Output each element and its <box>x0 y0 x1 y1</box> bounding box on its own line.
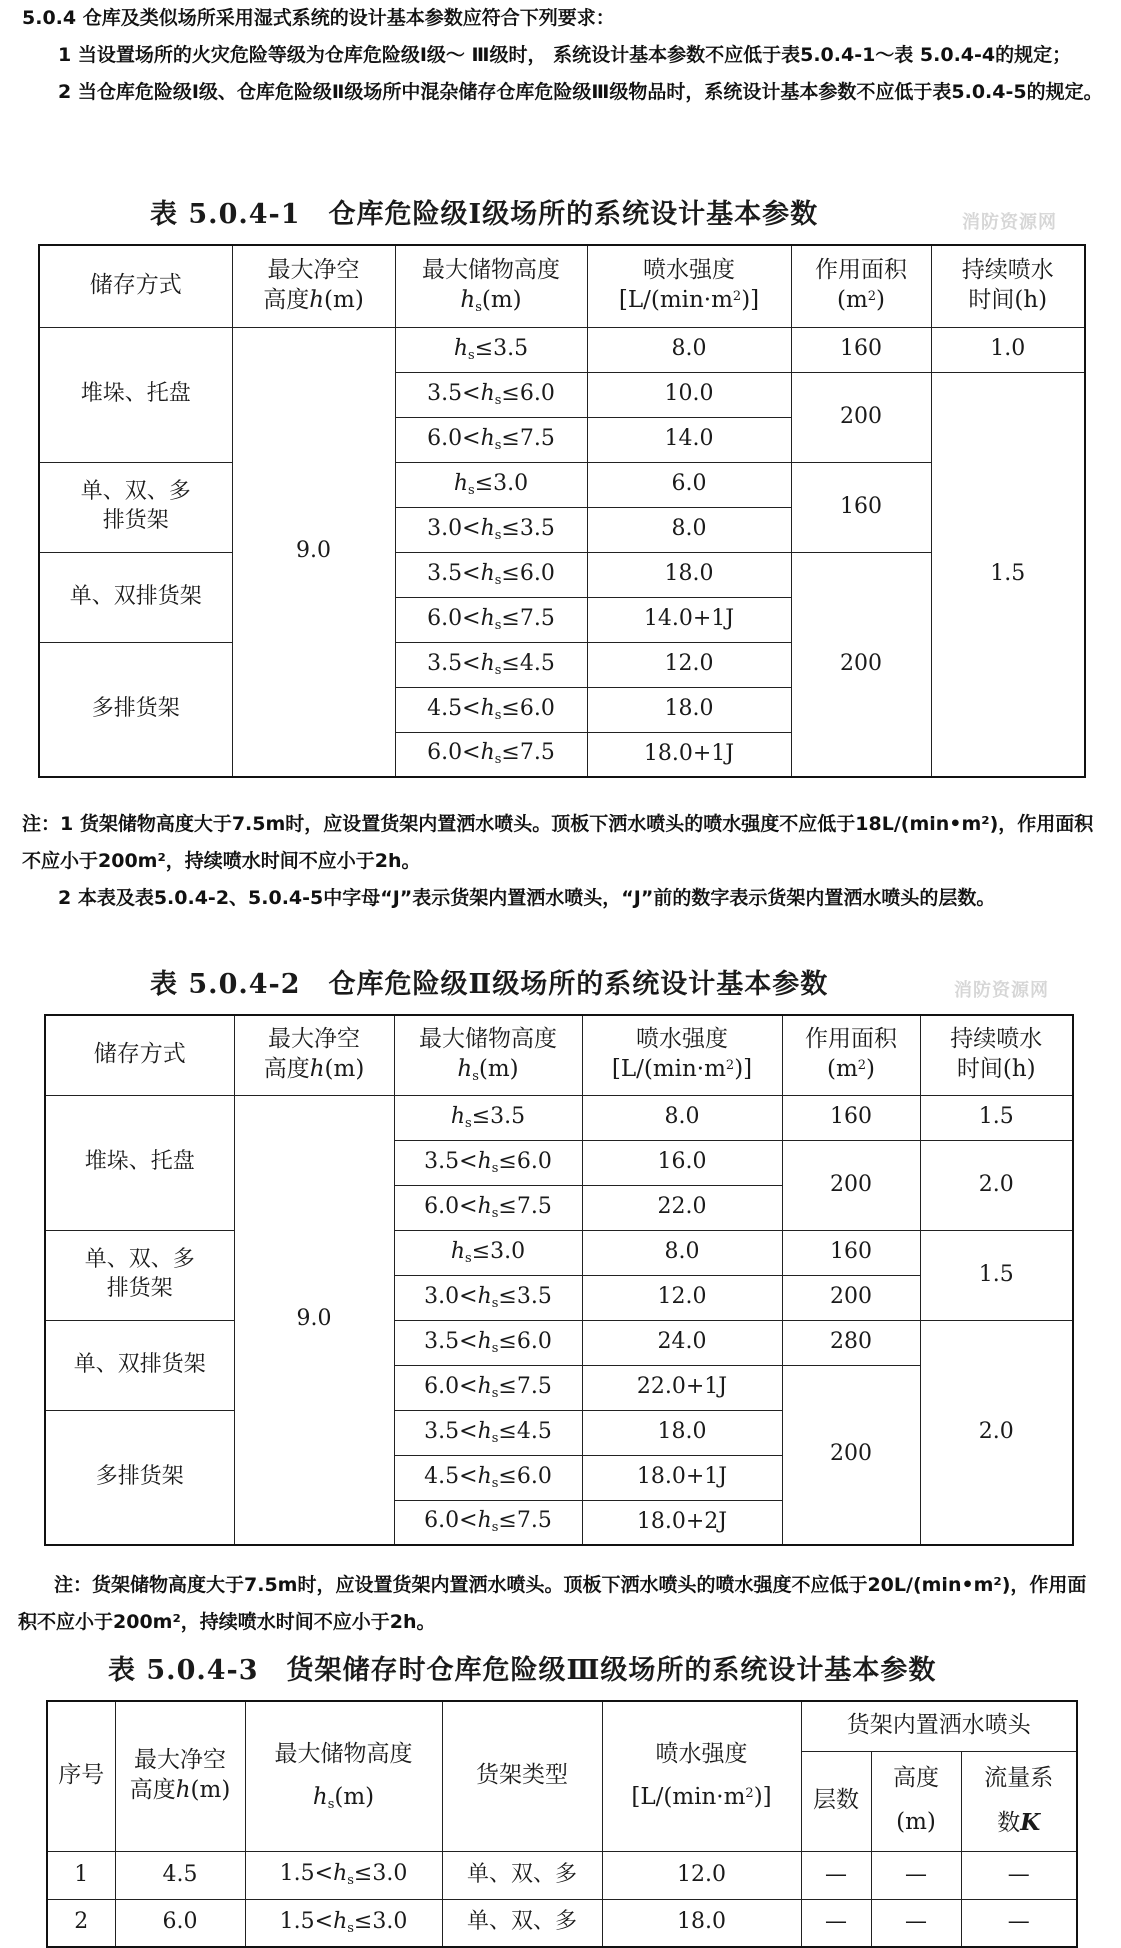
range-cell: 1.5<hs≤3.0 <box>245 1851 442 1899</box>
range-cell: 3.5<hs≤6.0 <box>395 552 587 597</box>
area-cell: 160 <box>782 1230 920 1275</box>
table3-header-row-1 <box>47 1701 1077 1751</box>
area-cell: 200 <box>782 1365 920 1545</box>
table-row <box>39 552 1085 597</box>
range-cell: 3.0<hs≤3.5 <box>395 507 587 552</box>
storage-cell: 堆垛、托盘 <box>39 327 232 462</box>
section-heading: 5.0.4 仓库及类似场所采用湿式系统的设计基本参数应符合下列要求： <box>22 7 615 29</box>
duration-cell: 2.0 <box>920 1320 1073 1545</box>
th-rack-type: 货架类型 <box>442 1701 602 1851</box>
table-row <box>45 1230 1073 1275</box>
clear-height-cell: 4.5 <box>115 1851 245 1899</box>
th-clear-height: 最大净空 高度h(m) <box>234 1015 394 1095</box>
storage-cell: 多排货架 <box>45 1410 234 1545</box>
storage-cell: 多排货架 <box>39 642 232 777</box>
table-row <box>47 1899 1077 1947</box>
th-layers: 层数 <box>801 1751 871 1851</box>
no-cell: 2 <box>47 1899 115 1947</box>
rack-type-cell: 单、双、多 <box>442 1851 602 1899</box>
area-cell: 200 <box>782 1275 920 1320</box>
table3-caption-text: 表 5.0.4-3 货架储存时仓库危险级Ⅲ级场所的系统设计基本参数 <box>108 1655 937 1686</box>
table3 <box>46 1700 1078 1948</box>
intro-item-1: 1 当设置场所的火灾危险等级为仓库危险级Ⅰ级～ Ⅲ级时， 系统设计基本参数不应低于表5.0.4-1～表 5.0.4-4的规定； <box>58 44 1072 66</box>
table1-header-row <box>39 245 1085 327</box>
table-row <box>47 1851 1077 1899</box>
range-cell: hs≤3.0 <box>394 1230 582 1275</box>
intensity-cell: 8.0 <box>582 1095 782 1140</box>
intensity-cell: 18.0 <box>587 687 791 732</box>
table2-header-row <box>45 1015 1073 1095</box>
intensity-cell: 18.0 <box>587 552 791 597</box>
intro-item-2: 2 当仓库危险级Ⅰ级、仓库危险级Ⅱ级场所中混杂储存仓库危险级Ⅲ级物品时，系统设计基本参数不应低于表5.0.4-5的规定。 <box>58 81 1103 103</box>
intensity-cell: 18.0 <box>602 1899 801 1947</box>
storage-cell: 单、双排货架 <box>39 552 232 642</box>
layers-cell: — <box>801 1851 871 1899</box>
th-inrack-sprinkler: 货架内置洒水喷头 <box>801 1701 1077 1751</box>
table-row <box>45 1320 1073 1365</box>
range-cell: 3.5<hs≤6.0 <box>394 1140 582 1185</box>
k-cell: — <box>961 1851 1077 1899</box>
range-cell: 6.0<hs≤7.5 <box>395 417 587 462</box>
th-spray-intensity: 喷水强度 $[L/(\min\cdot m^2)]$ <box>587 245 791 327</box>
clear-height-cell: 9.0 <box>232 327 395 777</box>
clear-height-cell: 6.0 <box>115 1899 245 1947</box>
table1-note-2: 2 本表及表5.0.4-2、5.0.4-5中字母“J”表示货架内置洒水喷头，“J”前的数字表示货架内置洒水喷头的层数。 <box>58 887 996 909</box>
intensity-cell: 8.0 <box>587 507 791 552</box>
intensity-cell: 12.0 <box>582 1275 782 1320</box>
range-cell: 3.5<hs≤4.5 <box>394 1410 582 1455</box>
table2 <box>44 1014 1074 1546</box>
layers-cell: — <box>801 1899 871 1947</box>
range-cell: 4.5<hs≤6.0 <box>395 687 587 732</box>
duration-cell: 1.0 <box>931 327 1085 372</box>
table-row <box>45 1095 1073 1140</box>
th-stack-height: 最大储物高度 hs(m) <box>245 1701 442 1851</box>
intensity-cell: 8.0 <box>587 327 791 372</box>
storage-cell: 单、双排货架 <box>45 1320 234 1410</box>
intensity-cell: 18.0 <box>582 1410 782 1455</box>
th-clear-height: 最大净空 高度h(m) <box>232 245 395 327</box>
inrack-height-cell: — <box>871 1851 961 1899</box>
th-storage: 储存方式 <box>39 245 232 327</box>
table1 <box>38 244 1086 778</box>
area-cell: 200 <box>791 372 931 462</box>
range-cell: hs≤3.5 <box>394 1095 582 1140</box>
th-spray-intensity: 喷水强度 $[L/(\min\cdot m^2)]$ <box>602 1701 801 1851</box>
table2-caption-text: 表 5.0.4-2 仓库危险级Ⅱ级场所的系统设计基本参数 <box>150 969 829 1000</box>
th-storage: 储存方式 <box>45 1015 234 1095</box>
duration-cell: 1.5 <box>920 1095 1073 1140</box>
area-cell: 280 <box>782 1320 920 1365</box>
area-cell: 160 <box>791 462 931 552</box>
no-cell: 1 <box>47 1851 115 1899</box>
th-inrack-height: 高度 (m) <box>871 1751 961 1851</box>
intensity-cell: 6.0 <box>587 462 791 507</box>
range-cell: 6.0<hs≤7.5 <box>395 597 587 642</box>
watermark: 消防资源网 <box>954 980 1049 1001</box>
intensity-cell: 22.0 <box>582 1185 782 1230</box>
range-cell: 6.0<hs≤7.5 <box>394 1500 582 1545</box>
range-cell: hs≤3.0 <box>395 462 587 507</box>
th-flow-coefficient: 流量系 数K <box>961 1751 1077 1851</box>
range-cell: 3.0<hs≤3.5 <box>394 1275 582 1320</box>
watermark: 消防资源网 <box>962 212 1057 233</box>
th-duration: 持续喷水 时间(h) <box>920 1015 1073 1095</box>
th-area: 作用面积 $(m^2)$ <box>782 1015 920 1095</box>
range-cell: 3.5<hs≤6.0 <box>395 372 587 417</box>
th-duration: 持续喷水 时间(h) <box>931 245 1085 327</box>
range-cell: 3.5<hs≤4.5 <box>395 642 587 687</box>
storage-cell: 单、双、多排货架 <box>45 1230 234 1320</box>
table1-note-1: 注：1 货架储物高度大于7.5m时，应设置货架内置洒水喷头。顶板下洒水喷头的喷水强度不应低于18L/(min•m²)，作用面积不应小于200m²，持续喷水时间不应小于2h。 <box>22 813 1094 872</box>
area-cell: 200 <box>782 1140 920 1230</box>
range-cell: 6.0<hs≤7.5 <box>395 732 587 777</box>
intensity-cell: 16.0 <box>582 1140 782 1185</box>
rack-type-cell: 单、双、多 <box>442 1899 602 1947</box>
th-stack-height: 最大储物高度 hs(m) <box>395 245 587 327</box>
intensity-cell: 8.0 <box>582 1230 782 1275</box>
range-cell: 6.0<hs≤7.5 <box>394 1365 582 1410</box>
intensity-cell: 12.0 <box>602 1851 801 1899</box>
table2-note: 注：货架储物高度大于7.5m时，应设置货架内置洒水喷头。顶板下洒水喷头的喷水强度不应低于20L/(min•m²)，作用面积不应小于200m²，持续喷水时间不应小于2h。 <box>18 1574 1087 1633</box>
th-stack-height: 最大储物高度 hs(m) <box>394 1015 582 1095</box>
inrack-height-cell: — <box>871 1899 961 1947</box>
area-cell: 160 <box>782 1095 920 1140</box>
th-clear-height: 最大净空 高度h(m) <box>115 1701 245 1851</box>
table2-caption <box>150 962 950 1001</box>
range-cell: 6.0<hs≤7.5 <box>394 1185 582 1230</box>
table3-caption <box>108 1648 1068 1687</box>
storage-cell: 单、双、多排货架 <box>39 462 232 552</box>
table-row <box>39 462 1085 507</box>
intensity-cell: 10.0 <box>587 372 791 417</box>
intensity-cell: 18.0+2J <box>582 1500 782 1545</box>
area-cell: 200 <box>791 552 931 777</box>
range-cell: hs≤3.5 <box>395 327 587 372</box>
intensity-cell: 18.0+1J <box>582 1455 782 1500</box>
duration-cell: 1.5 <box>931 372 1085 777</box>
duration-cell: 1.5 <box>920 1230 1073 1320</box>
table-row <box>39 327 1085 372</box>
table1-caption-text: 表 5.0.4-1 仓库危险级Ⅰ级场所的系统设计基本参数 <box>150 199 819 230</box>
intensity-cell: 24.0 <box>582 1320 782 1365</box>
intensity-cell: 14.0+1J <box>587 597 791 642</box>
storage-cell: 堆垛、托盘 <box>45 1095 234 1230</box>
th-no: 序号 <box>47 1701 115 1851</box>
table1-caption <box>150 192 950 231</box>
range-cell: 1.5<hs≤3.0 <box>245 1899 442 1947</box>
th-area: 作用面积 $(m^2)$ <box>791 245 931 327</box>
intensity-cell: 18.0+1J <box>587 732 791 777</box>
intensity-cell: 22.0+1J <box>582 1365 782 1410</box>
th-spray-intensity: 喷水强度 $[L/(\min\cdot m^2)]$ <box>582 1015 782 1095</box>
clear-height-cell: 9.0 <box>234 1095 394 1545</box>
range-cell: 4.5<hs≤6.0 <box>394 1455 582 1500</box>
range-cell: 3.5<hs≤6.0 <box>394 1320 582 1365</box>
intensity-cell: 12.0 <box>587 642 791 687</box>
area-cell: 160 <box>791 327 931 372</box>
intensity-cell: 14.0 <box>587 417 791 462</box>
k-cell: — <box>961 1899 1077 1947</box>
duration-cell: 2.0 <box>920 1140 1073 1230</box>
